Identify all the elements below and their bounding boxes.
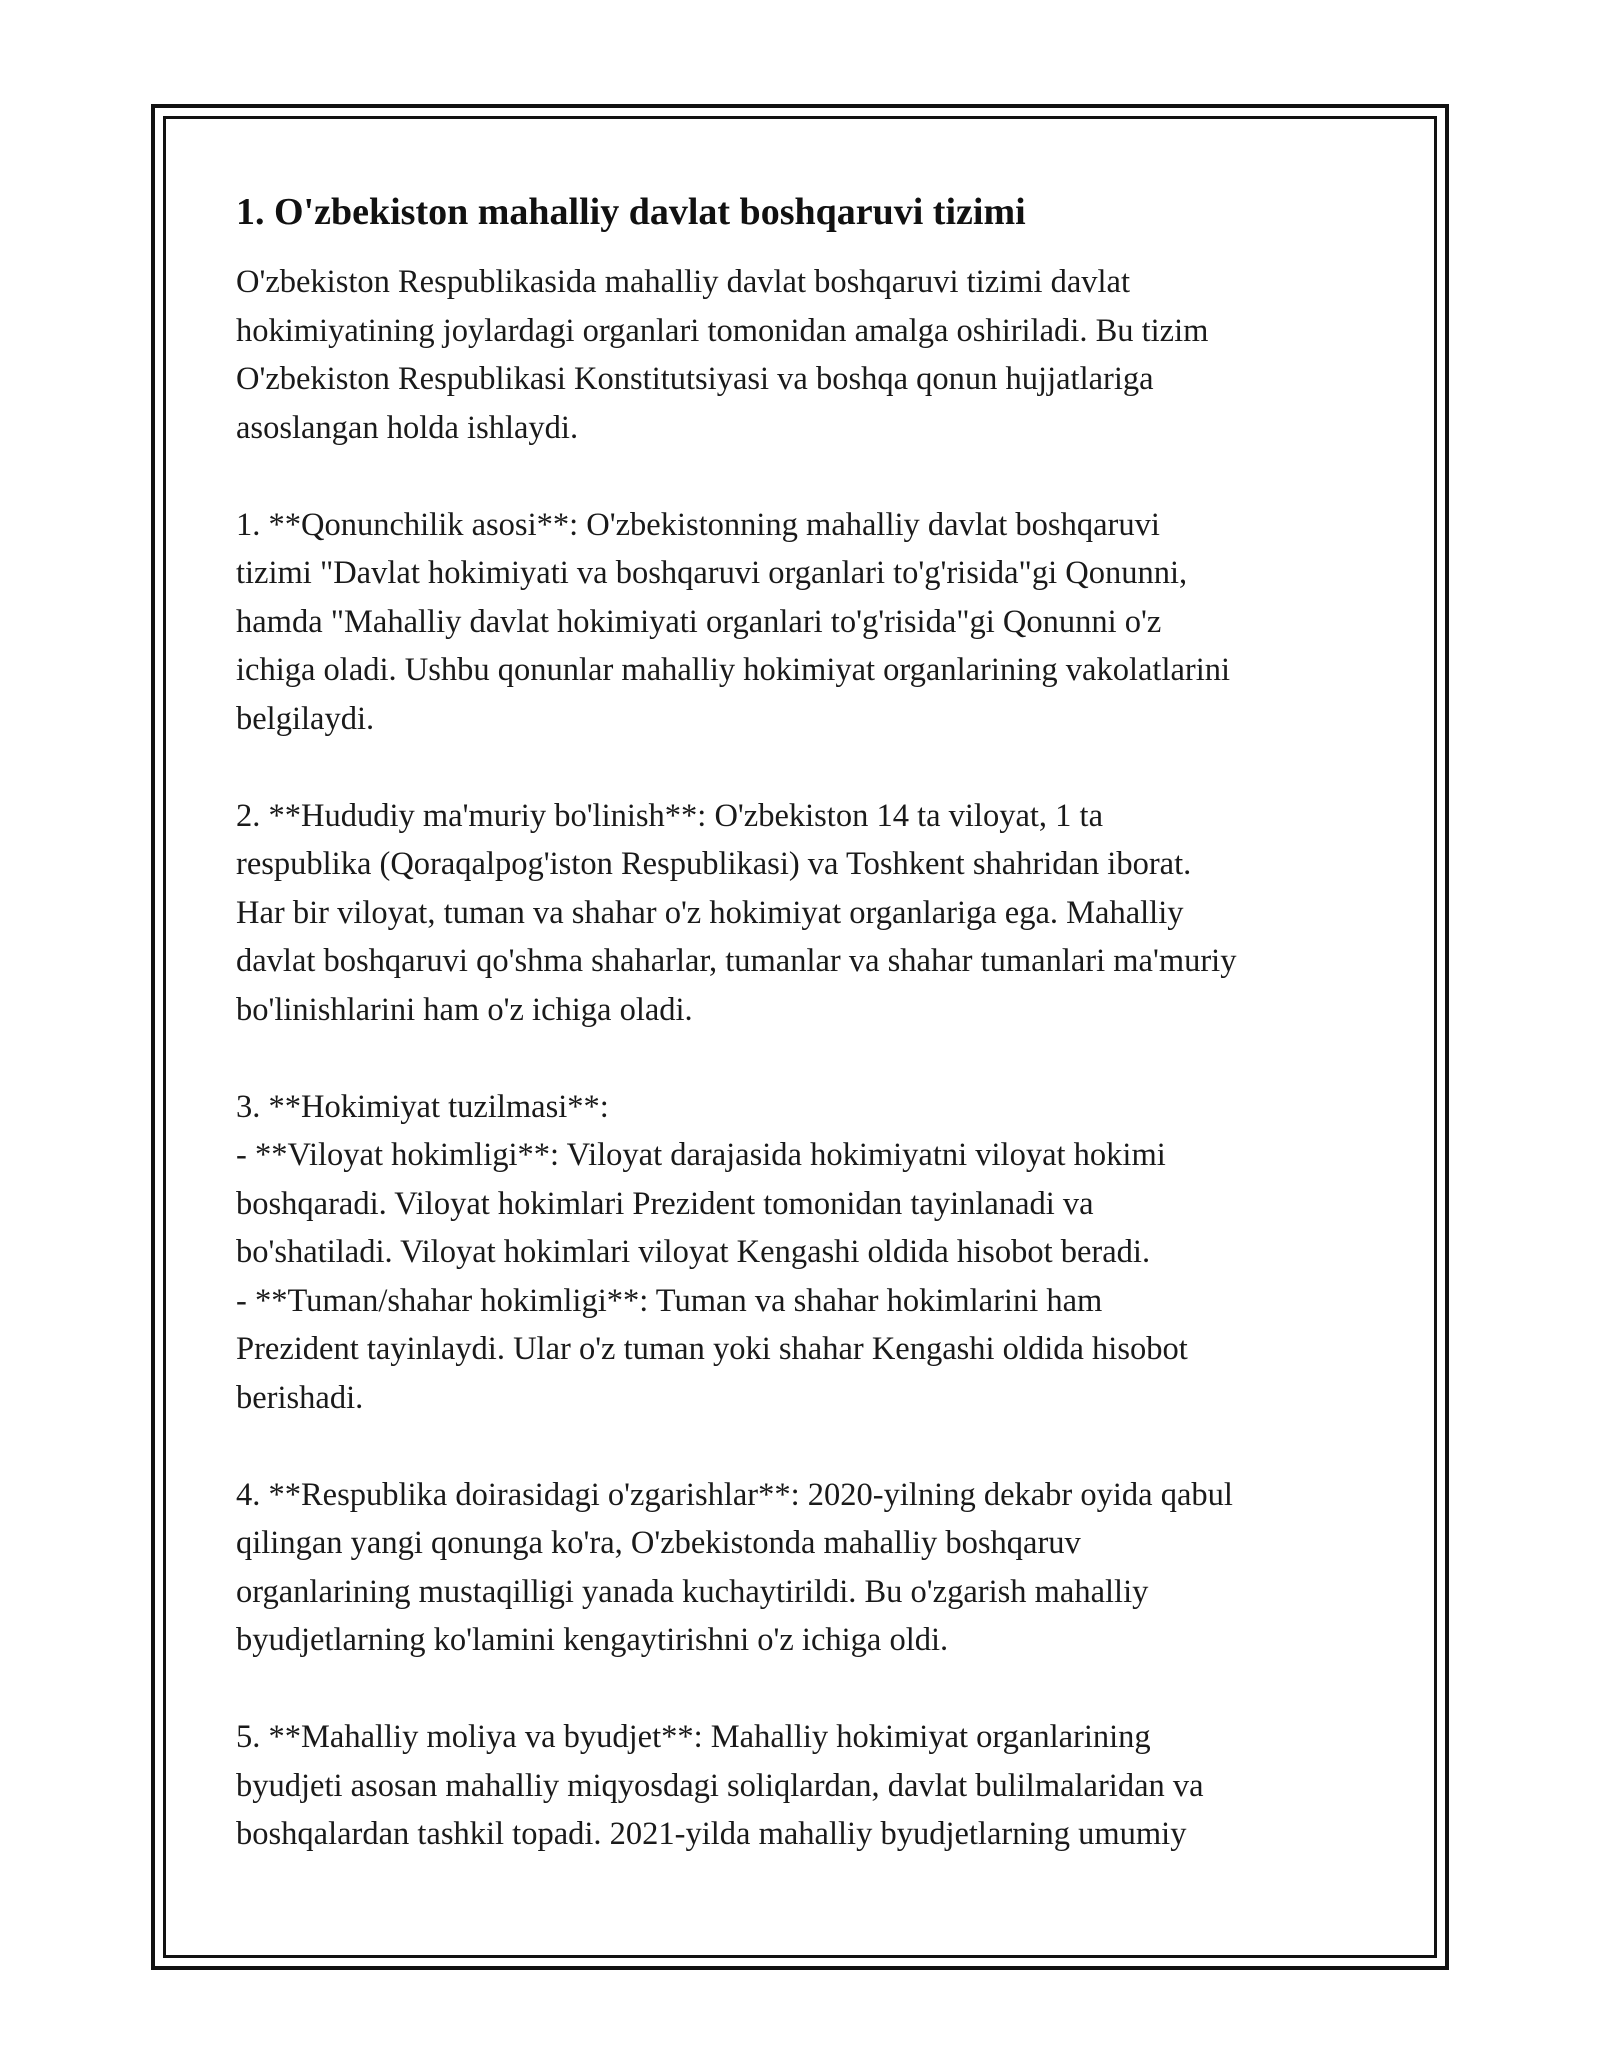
paragraph-local-finance: 5. **Mahalliy moliya va byudjet**: Mahalliy hokimiyat organlarining byudjeti asosan mahalliy miqyosdagi soliqlardan, davlat bulilmalaridan va boshqalardan tashkil topadi. 2021-yilda mahalliy byudjetlarning umumiy bbox=[236, 1719, 1204, 1852]
section-heading: 1. O'zbekiston mahalliy davlat boshqaruvi tizimi bbox=[236, 191, 1026, 233]
paragraph-government-structure: 3. **Hokimiyat tuzilmasi**: - **Viloyat hokimligi**: Viloyat darajasida hokimiyatni viloyat hokimi boshqaradi. Viloyat hokimlari Prezident tomonidan tayinlanadi va bo'shatiladi. Viloyat hokimlari viloyat Kengashi oldida hisobot beradi. - **Tuman/shahar hokimligi**: Tuman va shahar hokimlarini ham Prezident tayinlaydi. Ular o'z tuman yoki shahar Kengashi oldida hisobot berishadi. bbox=[236, 1088, 1188, 1416]
paragraph-territorial-division: 2. **Hududiy ma'muriy bo'linish**: O'zbekiston 14 ta viloyat, 1 ta respublika (Qoraqalpog'iston Respublikasi) va Toshkent shahridan iborat. Har bir viloyat, tuman va shahar o'z hokimiyat organlariga ega. Mahalliy davlat boshqaruvi qo'shma shaharlar, tumanlar va shahar tumanlari ma'muriy bo'linishlarini ham o'z ichiga oladi. bbox=[236, 797, 1237, 1028]
paragraph-legal-basis: 1. **Qonunchilik asosi**: O'zbekistonning mahalliy davlat boshqaruvi tizimi "Davlat hokimiyati va boshqaruvi organlari to'g'risida"gi Qonunni, hamda "Mahalliy davlat hokimiyati organlari to'g'risida"gi Qonunni o'z ichiga oladi. Ushbu qonunlar mahalliy hokimiyat organlarining vakolatlarini belgilaydi. bbox=[236, 506, 1231, 737]
document-body bbox=[236, 188, 1376, 1859]
intro-paragraph: O'zbekiston Respublikasida mahalliy davlat boshqaruvi tizimi davlat hokimiyatining joylardagi organlari tomonidan amalga oshiriladi. Bu tizim O'zbekiston Respublikasi Konstitutsiyasi va boshqa qonun hujjatlariga asoslangan holda ishlaydi. bbox=[236, 264, 1209, 446]
paragraph-republic-changes: 4. **Respublika doirasidagi o'zgarishlar**: 2020-yilning dekabr oyida qabul qilingan yangi qonunga ko'ra, O'zbekistonda mahalliy boshqaruv organlarining mustaqilligi yanada kuchaytirildi. Bu o'zgarish mahalliy byudjetlarning ko'lamini kengaytirishni o'z ichiga oldi. bbox=[236, 1476, 1233, 1658]
